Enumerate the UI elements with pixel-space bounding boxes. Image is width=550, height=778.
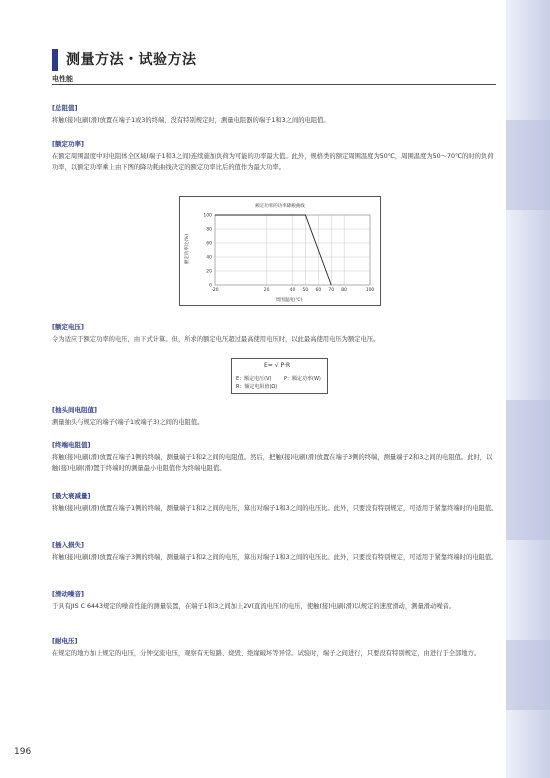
section-heading: [滑动噪音] bbox=[52, 590, 84, 598]
section-max-attenuation bbox=[52, 491, 498, 514]
rated-voltage-formula bbox=[231, 358, 328, 394]
chart-x-tick-label: -20 bbox=[211, 288, 219, 293]
formula-r-definition: R：额定电阻值(Ω) bbox=[236, 384, 278, 390]
section-heading: [最大衰减量] bbox=[52, 492, 91, 500]
section-body: 于具有JIS C 6443规定的噪音性能的测量装置，在端子1和3之间加上2V(直流电压)的电压，使触(接)电刷(滑)以规定的速度滑动，测量滑动噪音。 bbox=[52, 603, 456, 610]
section-body: 在额定周围温度中对电阻体全区域(端子1和3之间)连续施加负荷为可能的功率最大值。此外，规格类的额定周围温度为50℃，周围温度为50～70℃的时的负荷功率，以额定功率乘上由下图的降功耗曲线决定的额定功率比后的值作为最大功率。 bbox=[52, 153, 494, 171]
derating-chart-svg bbox=[180, 197, 380, 305]
chart-series bbox=[215, 215, 331, 285]
section-insertion-loss bbox=[52, 540, 498, 563]
chart-x-tick-label: 100 bbox=[365, 288, 375, 293]
section-body: 令为适应于额定功率的电压，由下式计算。但，所求的额定电压超过最高使用电压时，以此最高使用电压为额定电压。 bbox=[52, 336, 380, 343]
chart-x-tick-label: 80 bbox=[341, 288, 348, 293]
formula-e-definition: E：额定电压(V) bbox=[236, 376, 272, 382]
section-heading: [耐电压] bbox=[52, 637, 78, 645]
section-body: 将触(接)电刷(滑)放置在端子1侧的终端，测量端子1和2之间的电压，算出对端子1和3之间的电压比。此外，只要没有特别规定，可适用于紧靠终端时的电阻值。 bbox=[52, 505, 498, 512]
section-body: 将触(接)电刷(滑)放置在端子1侧的终端，测量端子1和2之间的电阻值。然后，把触(接)电刷(滑)放置在端子3侧的终端，测量端子2和3之间的电阻值。此时，以触(接)电刷(滑)置于终端时的测量最小电阻值作为终端电阻值。 bbox=[52, 454, 493, 472]
section-end-resistance bbox=[52, 440, 498, 474]
chart-y-tick-label: 80 bbox=[206, 227, 212, 233]
chart-x-tick-label: 40 bbox=[289, 288, 296, 293]
chart-grid bbox=[215, 215, 370, 285]
section-body: 将触(接)电刷(滑)放置在端子1或3的终端，没有特别规定时，测量电阻器的端子1和3之间的电阻值。 bbox=[52, 117, 330, 124]
chart-title: 额定功率的功率降额曲线 bbox=[255, 204, 305, 209]
section-category-label: 电性能 bbox=[52, 75, 73, 83]
section-tap-resistance bbox=[52, 405, 498, 428]
section-heading: [额定电压] bbox=[52, 323, 84, 331]
section-body: 将触(接)电刷(滑)放置在端子3侧的终端，测量端子1和2之间的电压，算出对端子1和3之间的电压比。此外，只要没有特别规定，可适用于紧靠终端时的电阻值。 bbox=[52, 554, 498, 561]
page-number: 196 bbox=[14, 747, 32, 757]
decorative-side-strip bbox=[506, 640, 550, 710]
section-rated-voltage bbox=[52, 322, 498, 345]
header-divider bbox=[52, 84, 496, 85]
chart-y-tick-label: 20 bbox=[206, 269, 212, 275]
chart-x-axis-label: 周围温度(℃) bbox=[275, 298, 303, 303]
decorative-side-strip bbox=[506, 400, 550, 540]
page-title: 测量方法・试验方法 bbox=[52, 49, 197, 71]
section-body: 在规定的地方加上规定的电压，分钟交流电压，观察有无短路、烧毁、绝缘破坏等异常。试验时，端子之间进行，只要没有特别规定，由进行于全部地方。 bbox=[52, 650, 481, 657]
chart-y-tick-label: 60 bbox=[206, 241, 212, 247]
chart-ticks bbox=[203, 213, 374, 294]
formula-equation: E= √ P·R bbox=[264, 362, 291, 369]
section-sliding-noise bbox=[52, 589, 498, 612]
section-heading: [总阻值] bbox=[52, 104, 78, 112]
section-withstand-voltage bbox=[52, 636, 498, 659]
chart-x-tick-label: 20 bbox=[263, 288, 270, 293]
section-rated-power bbox=[52, 139, 498, 173]
chart-y-tick-label: 40 bbox=[206, 255, 212, 261]
formula-p-definition: P：额定功率(W) bbox=[284, 376, 321, 382]
chart-x-tick-label: 50 bbox=[302, 288, 309, 293]
chart-y-tick-label: 0 bbox=[209, 283, 212, 289]
section-heading: [插入损失] bbox=[52, 541, 84, 549]
chart-y-tick-label: 100 bbox=[203, 213, 212, 219]
section-heading: [抽头间电阻值] bbox=[52, 406, 97, 414]
chart-y-axis-label: 额定功率比(%) bbox=[185, 233, 190, 265]
chart-series-line bbox=[215, 215, 331, 285]
section-body: 测量抽头与规定的端子(端子1或端子3)之间的电阻值。 bbox=[52, 419, 204, 426]
derating-chart bbox=[179, 196, 381, 306]
section-heading: [终端电阻值] bbox=[52, 441, 91, 449]
chart-x-tick-label: 60 bbox=[315, 288, 322, 293]
chart-x-tick-label: 70 bbox=[328, 288, 335, 293]
section-heading: [额定功率] bbox=[52, 140, 84, 148]
decorative-side-strip bbox=[506, 120, 550, 210]
section-total-resistance bbox=[52, 103, 498, 126]
